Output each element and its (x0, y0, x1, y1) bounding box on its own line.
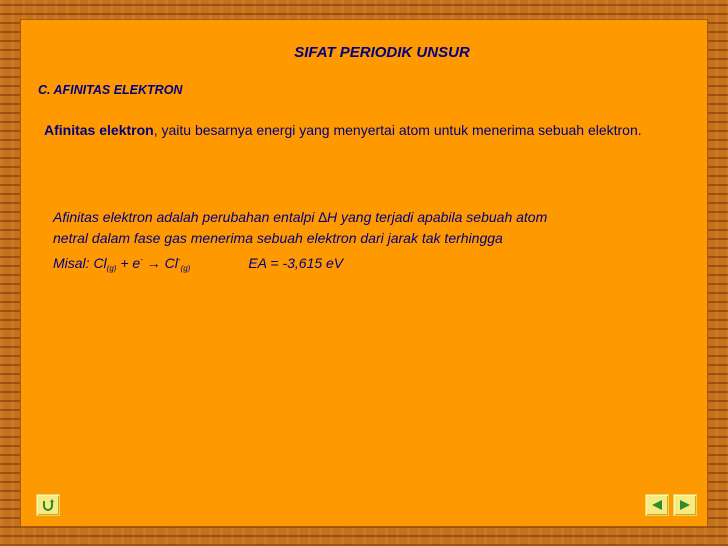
definition-term: Afinitas elektron (44, 122, 154, 138)
section-heading: C. AFINITAS ELEKTRON (38, 83, 183, 97)
example-arrow-product: → Cl (142, 255, 178, 271)
explanation-block (53, 207, 693, 279)
slide-title (21, 44, 707, 61)
example-prefix: Misal: Cl (53, 255, 107, 271)
definition-paragraph (44, 120, 684, 141)
electron-affinity-value: EA = -3,615 eV (248, 255, 344, 271)
example-electron-charge: - (140, 255, 143, 264)
return-arrow-icon (41, 498, 55, 512)
example-electron: + e (116, 255, 141, 271)
slide-title-text: SIFAT PERIODIK UNSUR (294, 44, 470, 61)
previous-slide-button[interactable] (645, 494, 669, 516)
example-ion-charge: - (177, 255, 181, 264)
triangle-left-icon (650, 499, 664, 511)
explanation-line-1 (53, 207, 693, 228)
explanation-line-1-end: H yang terjadi apabila sebuah atom (327, 209, 548, 225)
return-button[interactable] (36, 494, 60, 516)
slide-panel (21, 20, 707, 526)
example-sub-gas-1: (g) (106, 264, 117, 273)
explanation-line-2: netral dalam fase gas menerima sebuah elektron dari jarak tak terhingga (53, 230, 503, 246)
example-sub-gas-2: (g) (180, 264, 191, 273)
delta-symbol: ∆ (318, 209, 327, 225)
triangle-right-icon (678, 499, 692, 511)
example-equation (53, 249, 693, 279)
definition-text: , yaitu besarnya energi yang menyertai atom untuk menerima sebuah elektron. (153, 122, 642, 138)
explanation-line-1-start: Afinitas elektron adalah perubahan entalpi (53, 209, 319, 225)
next-slide-button[interactable] (673, 494, 697, 516)
